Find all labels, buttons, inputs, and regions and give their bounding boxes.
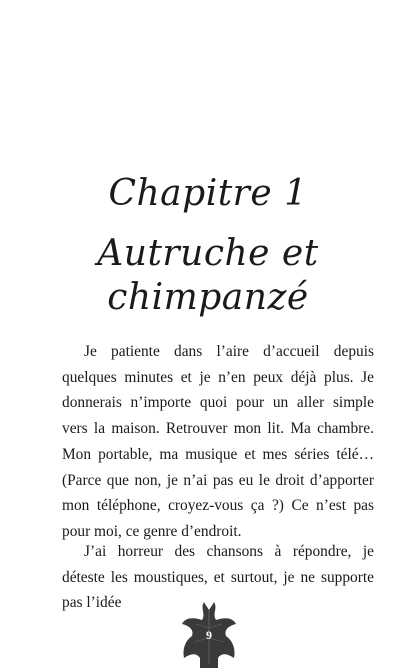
chapter-title: Autruche et chimpanzé [97,233,319,318]
paragraph-text: Je patiente dans l’aire d’accueil depuis quelques minutes et je n’en peux déjà plus. Je donnerais n’importe quoi pour un aller simple vers la maison. Retrouver mon lit. Ma chambre. Mon portable, ma musique et mes séries télé… (Parce que non, je n’ai pas eu le droit d’apporter mon téléphone, croyez-vous ça ?) Ce n’est pas pour moi, ce genre d’endroit. [62,343,374,540]
chapter-number: Chapitre 1 [108,173,308,214]
paragraph-text: J’ai horreur des chansons à répondre, je déteste les moustiques, et surtout, je ne supporte pas l’idée [62,543,374,612]
paragraph-1 [62,339,374,545]
page-number: 9 [206,628,212,642]
